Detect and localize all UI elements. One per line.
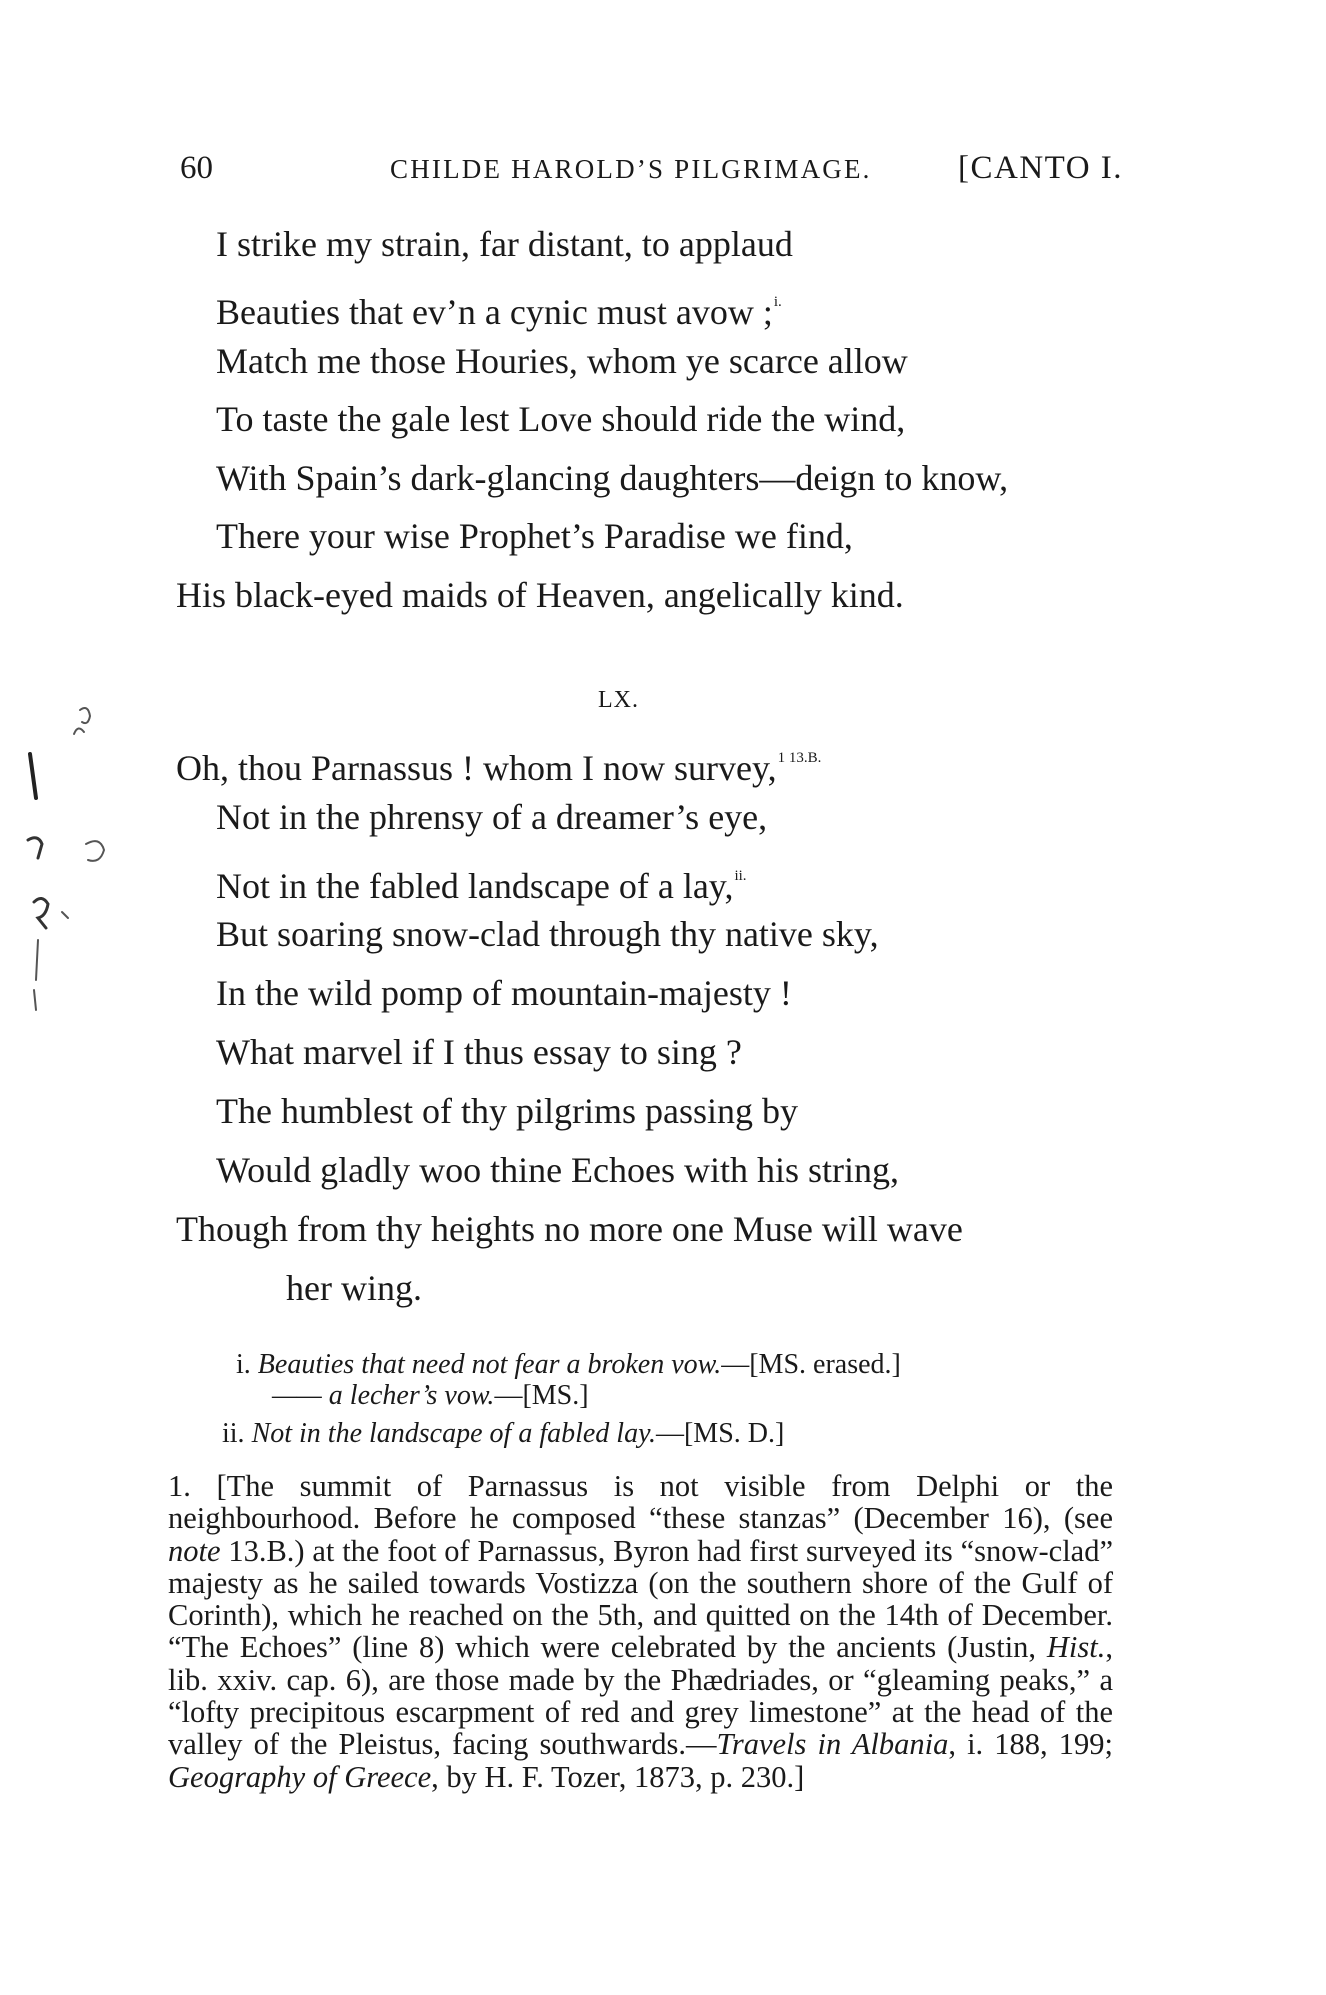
verse-line: To taste the gale lest Love should ride the wind,	[216, 399, 906, 439]
running-title: CHILDE HAROLD’S PILGRIMAGE.	[390, 154, 872, 184]
canto-label: [CANTO I.	[958, 150, 1124, 186]
verse-line: her wing.	[286, 1268, 422, 1308]
variant-ref: i.	[773, 294, 782, 310]
verse-line: I strike my strain, far distant, to applaud	[216, 224, 793, 264]
verse-line: Though from thy heights no more one Muse will wave	[176, 1209, 963, 1249]
verse-line: Would gladly woo thine Echoes with his string,	[216, 1150, 900, 1190]
editor-note: 1. [The summit of Parnassus is not visible from Delphi or the neighbourhood. Before he composed “these stanzas” (December 16), (see note 13.B.) at the foot of Parnassus, Byron had first surveyed its “snow-clad” majesty as he sailed towards Vostizza (on the southern shore of the Gulf of Corinth), which he reached on the 5th, and quitted on the 14th of December. “The Echoes” (line 8) which were celebrated by the ancients (Justin, Hist., lib. xxiv. cap. 6), are those made by the Phædriades, or “gleaming peaks,” a “lofty precipitous escarpment of red and grey limestone” at the head of the valley of the Pleistus, facing southwards.—Travels in Albania, i. 188, 199; Geography of Greece, by H. F. Tozer, 1873, p. 230.]	[168, 1469, 1113, 1794]
variant-i-alt: —— a lecher’s vow.—[MS.]	[272, 1380, 589, 1411]
verse-line: In the wild pomp of mountain-majesty !	[216, 973, 792, 1013]
stanza-numeral: LX.	[598, 687, 639, 713]
variant-i: i. Beauties that need not fear a broken vow.—[MS. erased.]	[236, 1349, 901, 1380]
verse-line: There your wise Prophet’s Paradise we find,	[216, 516, 853, 556]
verse-line: Not in the fabled landscape of a lay,$^{ii.}$	[216, 866, 747, 906]
verse-line: With Spain’s dark-glancing daughters—deign to know,	[216, 458, 1009, 498]
verse-line: The humblest of thy pilgrims passing by	[216, 1091, 798, 1131]
verse-line: Not in the phrensy of a dreamer’s eye,	[216, 797, 768, 837]
verse-line: His black-eyed maids of Heaven, angelically kind.	[176, 575, 904, 615]
page-number: 60	[180, 150, 213, 186]
variant-ii: ii. Not in the landscape of a fabled lay.—[MS. D.]	[222, 1418, 785, 1449]
verse-line: Oh, thou Parnassus ! whom I now survey,$^{1 13.B.}$	[176, 748, 822, 788]
verse-line: Match me those Houries, whom ye scarce allow	[216, 341, 908, 381]
note-ref: 1 13.B.	[777, 750, 822, 766]
verse-line: What marvel if I thus essay to sing ?	[216, 1032, 742, 1072]
margin-pencil-marks	[20, 690, 110, 1020]
verse-line: But soaring snow-clad through thy native sky,	[216, 914, 879, 954]
verse-line: Beauties that ev’n a cynic must avow ;$^{i.}$	[216, 292, 782, 332]
variant-ref: ii.	[734, 868, 747, 884]
